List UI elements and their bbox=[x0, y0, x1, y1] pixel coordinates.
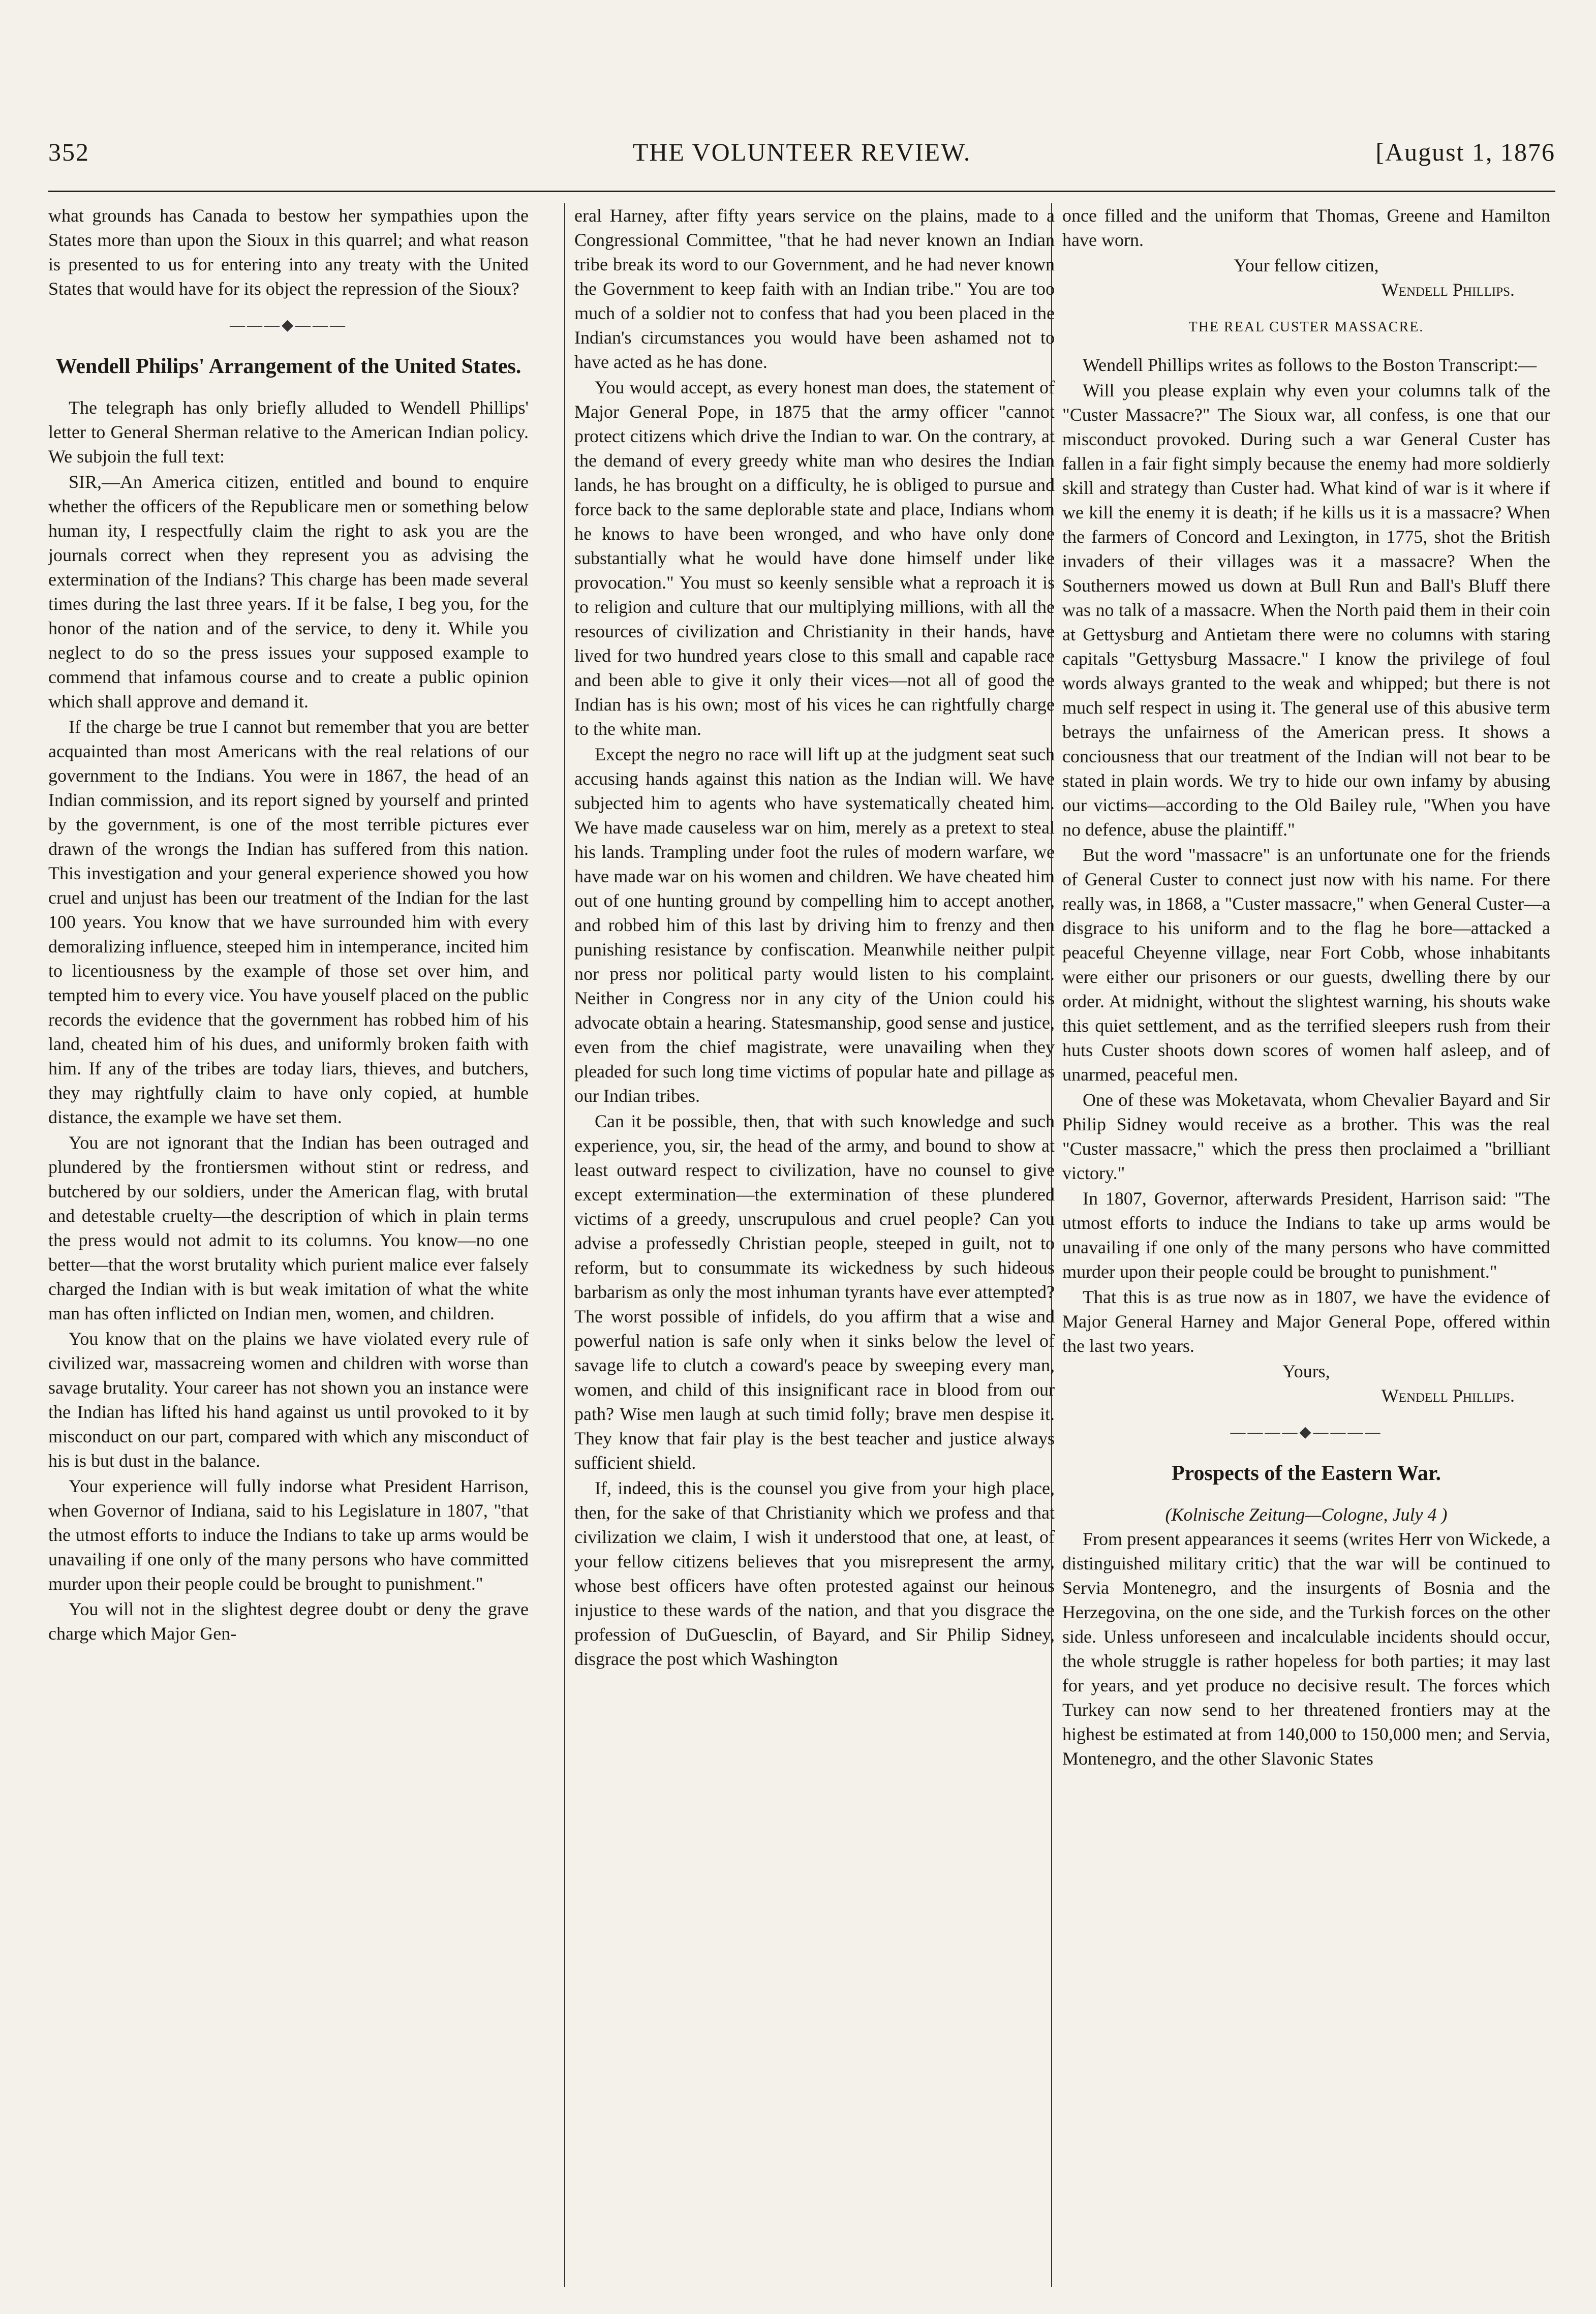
paragraph: once filled and the uniform that Thomas, Greene and Hamilton have worn. bbox=[1062, 205, 1550, 250]
paragraph: Your experience will fully indorse what President Harrison, when Governor of Indiana, said to his Legislature in 1807, "that the utmost efforts to induce the Indians to take up arms would be unavailing if one only of the many persons who have committed murder upon their people could be brought to punishment." bbox=[48, 1476, 529, 1594]
paragraph: Wendell Phillips writes as follows to the Boston Transcript:— bbox=[1083, 355, 1537, 375]
paragraph: From present appearances it seems (writes Herr von Wickede, a distinguished military critic) that the war will be continued to Servia Montenegro, and the insurgents of Bosnia and the Herzegovina, on the one side, and the Turkish forces on the other side. Unless unforeseen and incalculable incidents should occur, the whole struggle is rather hopeless for both parties; it may last for years, and yet produce no decisive result. The forces which Turkey can now send to her threatened frontiers may at the highest be estimated at from 140,000 to 150,000 men; and Servia, Montenegro, and the other Slavonic States bbox=[1062, 1529, 1550, 1769]
column-1 bbox=[48, 203, 529, 2287]
article-source: (Kolnische Zeitung—Cologne, July 4 ) bbox=[1165, 1504, 1448, 1525]
section-ornament: ———◆——— bbox=[229, 317, 348, 333]
column-2 bbox=[574, 203, 1055, 2287]
column-divider bbox=[564, 203, 565, 2287]
letter-closing: Your fellow citizen, bbox=[1234, 255, 1379, 275]
paragraph: The telegraph has only briefly alluded to Wendell Phillips' letter to General Sherman relative to the American Indian policy. We subjoin the full text: bbox=[48, 397, 529, 467]
paragraph: what grounds has Canada to bestow her sympathies upon the States more than upon the Sioux in this quarrel; and what reason is presented to us for entering into any treaty with the United States that would have for its object the repression of the Sioux? bbox=[48, 205, 529, 299]
signature: Wendell Phillips. bbox=[1381, 280, 1515, 300]
section-subheading: THE REAL CUSTER MASSACRE. bbox=[1188, 319, 1424, 335]
paragraph: In 1807, Governor, afterwards President, Harrison said: "The utmost efforts to induce the Indians to take up arms would be unavailing if one only of the many persons who have committed murder upon their people could be brought to punishment." bbox=[1062, 1188, 1550, 1282]
paragraph: You know that on the plains we have violated every rule of civilized war, massacreing women and children with worse than savage brutality. Your career has not shown you an instance were the Indian has lifted his hand against us until provoked to it by misconduct on our part, compared with which any misconduct of his is but dust in the balance. bbox=[48, 1329, 529, 1471]
paragraph: You would accept, as every honest man does, the statement of Major General Pope, in 1875 that the army officer "cannot protect citizens which drive the Indian to war. On the contrary, at the demand of every greedy white man who desires the Indian lands, he has brought on a difficulty, he is obliged to pursue and force back to the same deplorable state and place, Indians whom he knows to have been wronged, and who have only done substantially what he would have done himself under like provocation." You must so keenly sensible what a reproach it is to religion and culture that our multiplying millions, with all the resources of civilization and Christianity in their hands, have lived for two hundred years close to this small and capable race and been able to give it only their vices—not all of good the Indian has is his own; most of his vices he can rightfully charge to the white man. bbox=[574, 377, 1055, 739]
signature: Wendell Phillips. bbox=[1381, 1385, 1515, 1406]
section-ornament: ————◆———— bbox=[1230, 1424, 1383, 1440]
page-header bbox=[48, 137, 1555, 183]
page-number: 352 bbox=[48, 138, 89, 166]
paragraph: You are not ignorant that the Indian has been outraged and plundered by the frontiersmen without stint or redress, and butchered by our soldiers, under the American flag, with brutal and detestable cruelty—the description of which in plain terms the press would not admit to its columns. You know—no one better—that the worst brutality which purient malice ever falsely charged the Indian with is but weak imitation of what the white man has often inflicted on Indian men, women, and children. bbox=[48, 1132, 529, 1323]
paragraph: But the word "massacre" is an unfortunate one for the friends of General Custer to connect just now with his name. For there really was, in 1868, a "Custer massacre," when General Custer—a disgrace to his uniform and to the flag he bore—attacked a peaceful Cheyenne village, near Fort Cobb, whose inhabitants were either our prisoners or our guests, dwelling there by our order. At midnight, without the slightest warning, his shouts wake this quiet settlement, and as the terrified sleepers rush from their huts Custer shoots down scores of women half asleep, and of unarmed, peaceful men. bbox=[1062, 845, 1550, 1085]
article-heading: Prospects of the Eastern War. bbox=[1171, 1462, 1441, 1485]
masthead-title: THE VOLUNTEER REVIEW. bbox=[632, 138, 971, 166]
paragraph: eral Harney, after fifty years service on the plains, made to a Congressional Committee, "that he had never known an Indian tribe break its word to our Government, and he had never known the Government to keep faith with an Indian tribe." You are too much of a soldier not to confess that had you been placed in the Indian's circumstances you would have been ashamed not to have acted as he has done. bbox=[574, 205, 1055, 372]
issue-date: [August 1, 1876 bbox=[1375, 138, 1555, 166]
paragraph: SIR,—An America citizen, entitled and bound to enquire whether the officers of the Republicare men or something below human ity, I respectfully claim the right to ask you are the journals correct when they represent you as advising the extermination of the Indians? This charge has been made several times during the last three years. If it be false, I beg you, for the honor of the nation and of the service, to deny it. While you neglect to do so the press issues your supposed example to commend that infamous course and to create a public opinion which shall approve and demand it. bbox=[48, 472, 529, 712]
paragraph: That this is as true now as in 1807, we have the evidence of Major General Harney and Major General Pope, offered within the last two years. bbox=[1062, 1287, 1550, 1356]
paragraph: If, indeed, this is the counsel you give from your high place, then, for the sake of that Christianity which we profess and that civilization we claim, I wish it understood that one, at least, of your fellow citizens believes that you misrepresent the army, whose best officers have often protested against our heinous injustice to these wards of the nation, and that you disgrace the profession of DuGuesclin, of Bayard, and Sir Philip Sidney, disgrace the post which Washington bbox=[574, 1478, 1055, 1669]
column-3 bbox=[1062, 203, 1550, 2287]
paragraph: One of these was Moketavata, whom Chevalier Bayard and Sir Philip Sidney would receive as a brother. This was the real "Custer massacre," which the press then proclaimed a "brilliant victory." bbox=[1062, 1090, 1550, 1183]
paragraph: You will not in the slightest degree doubt or deny the grave charge which Major Gen- bbox=[48, 1599, 529, 1644]
paragraph: If the charge be true I cannot but remember that you are better acquainted than most Americans with the real relations of our government to the Indians. You were in 1867, the head of an Indian commission, and its report signed by yourself and printed by the government, is one of the most terrible pictures ever drawn of the wrongs the Indian has suffered from this nation. This investigation and your general experience showed you how cruel and unjust has been our treatment of the Indian for the last 100 years. You know that we have surrounded him with every demoralizing influence, steeped him in intemperance, incited him to licentiousness by the example of those set over him, and tempted him to every vice. You have youself placed on the public records the evidence that the government has robbed him of his land, cheated him of his dues, and uniformly broken faith with him. If any of the tribes are today liars, thieves, and butchers, they may rightfully claim to have only copied, at humble distance, the example we have set them. bbox=[48, 717, 529, 1127]
letter-closing: Yours, bbox=[1282, 1361, 1330, 1381]
header-rule bbox=[48, 191, 1555, 192]
paragraph: Can it be possible, then, that with such knowledge and such experience, you, sir, the head of the army, and bound to show at least outward respect to civilization, have no counsel to give except extermination—the extermination of these plundered victims of a greedy, unscrupulous and cruel people? Can you advise a professedly Christian people, steeped in guilt, not to reform, but to consummate its wickedness by such hideous barbarism as only the most inhuman tyrants have ever attempted? The worst possible of infidels, do you affirm that a wise and powerful nation is safe only when it sinks below the level of savage life to clutch a coward's peace by sweeping every man, women, and child of this insignificant race in blood from our path? Wise men laugh at such timid folly; brave men despise it. They know that fair play is the best teacher and justice always sufficient shield. bbox=[574, 1111, 1055, 1473]
article-heading: Wendell Philips' Arrangement of the United States. bbox=[55, 355, 521, 378]
paragraph: Except the negro no race will lift up at the judgment seat such accusing hands against this nation as the Indian will. We have subjected him to agents who have systematically cheated him. We have made causeless war on him, merely as a pretext to steal his lands. Trampling under foot the rules of modern warfare, we have made war on his women and children. We have cheated him out of one hunting ground by compelling him to accept another, and robbed him of this last by driving him to frenzy and then punishing resistance by confiscation. Meanwhile neither pulpit nor press nor political party would listen to his complaint. Neither in Congress nor in any city of the Union could his advocate obtain a hearing. Statesmanship, good sense and justice, even from the chief magistrate, were unavailing when they pleaded for such long time victims of popular hate and pillage as our Indian tribes. bbox=[574, 744, 1055, 1106]
paragraph: Will you please explain why even your columns talk of the "Custer Massacre?" The Sioux war, all confess, is one that our misconduct provoked. During such a war General Custer has fallen in a fair fight simply because the enemy had more soldierly skill and strategy than Custer had. What kind of war is it where if we kill the enemy it is death; if he kills us it is a massacre? When the farmers of Concord and Lexington, in 1775, shot the British invaders of their villages was it a massacre? When the Southerners mowed us down at Bull Run and Ball's Bluff there was no talk of a massacre. When the North paid them in their coin at Gettysburg and Antietam there were no columns with staring capitals "Gettysburg Massacre." I know the privilege of foul words always granted to the weak and whipped; but there is not much self respect in using it. The general use of this abusive term betrays the unfairness of the American press. It shows a conciousness that our treatment of the Indian will not bear to be stated in plain words. We try to hide our own infamy by abusing our victims—according to the Old Bailey rule, "When you have no defence, abuse the plaintiff." bbox=[1062, 380, 1550, 840]
